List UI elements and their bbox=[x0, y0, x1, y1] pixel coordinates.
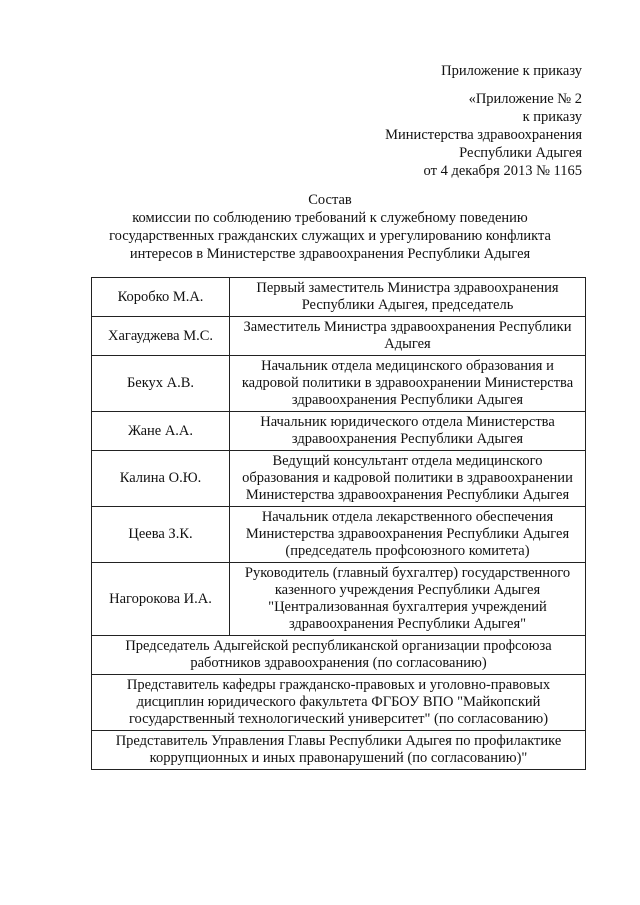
role-line: Начальник юридического отдела Министерства bbox=[260, 414, 555, 430]
member-name: Нагорокова И.А. bbox=[92, 563, 230, 636]
role-line: коррупционных и иных правонарушений (по согласованию)" bbox=[149, 750, 528, 766]
quote-line: от 4 декабря 2013 № 1165 bbox=[423, 163, 582, 179]
member-role bbox=[230, 507, 586, 563]
role-line: кадровой политики в здравоохранении Министерства bbox=[241, 375, 574, 391]
member-row bbox=[92, 356, 586, 412]
quote-line: к приказу bbox=[522, 109, 582, 125]
member-row bbox=[92, 451, 586, 507]
role-line: Представитель кафедры гражданско-правовых и уголовно-правовых bbox=[126, 677, 551, 693]
representative-row bbox=[92, 731, 586, 770]
member-role bbox=[230, 278, 586, 317]
role-line: Начальник отдела медицинского образования и bbox=[261, 358, 554, 374]
role-line: (председатель профсоюзного комитета) bbox=[285, 543, 530, 559]
role-line: "Централизованная бухгалтерия учреждений bbox=[268, 599, 547, 615]
member-name: Цеева З.К. bbox=[92, 507, 230, 563]
member-row bbox=[92, 507, 586, 563]
role-line: образования и кадровой политики в здравоохранении bbox=[242, 470, 573, 486]
role-line: Председатель Адыгейской республиканской организации профсоюза bbox=[125, 638, 552, 654]
representative-cell bbox=[92, 731, 586, 770]
role-line: государственный технологический университет" (по согласованию) bbox=[128, 711, 549, 727]
commission-table bbox=[91, 277, 586, 770]
title-line: интересов в Министерстве здравоохранения Республики Адыгея bbox=[129, 246, 531, 262]
role-line: Министерства здравоохранения Республики Адыгея bbox=[245, 487, 570, 503]
title-line: комиссии по соблюдению требований к служебному поведению bbox=[132, 210, 528, 226]
representative-cell bbox=[92, 636, 586, 675]
role-line: Республики Адыгея, председатель bbox=[301, 297, 514, 313]
member-role bbox=[230, 563, 586, 636]
role-line: Руководитель (главный бухгалтер) государственного bbox=[244, 565, 571, 581]
member-name: Коробко М.А. bbox=[92, 278, 230, 317]
role-line: Ведущий консультант отдела медицинского bbox=[272, 453, 543, 469]
member-name: Бекух А.В. bbox=[92, 356, 230, 412]
representative-row bbox=[92, 636, 586, 675]
quote-line: Министерства здравоохранения bbox=[385, 127, 582, 143]
role-line: Адыгея bbox=[384, 336, 431, 352]
role-line: здравоохранения Республики Адыгея bbox=[291, 431, 524, 447]
role-line: казенного учреждения Республики Адыгея bbox=[274, 582, 541, 598]
header-gap bbox=[385, 80, 582, 90]
role-line: дисциплин юридического факультета ФГБОУ ВПО "Майкопский bbox=[136, 694, 541, 710]
document-title bbox=[60, 191, 600, 263]
member-role bbox=[230, 356, 586, 412]
role-line: Начальник отдела лекарственного обеспечения bbox=[261, 509, 554, 525]
title-heading: Состав bbox=[308, 192, 352, 208]
quote-line: Республики Адыгея bbox=[459, 145, 582, 161]
member-role bbox=[230, 412, 586, 451]
representative-cell bbox=[92, 675, 586, 731]
member-row bbox=[92, 278, 586, 317]
role-line: Министерства здравоохранения Республики Адыгея bbox=[245, 526, 570, 542]
appendix-header bbox=[385, 62, 582, 180]
member-role bbox=[230, 451, 586, 507]
member-name: Хагауджева М.С. bbox=[92, 317, 230, 356]
role-line: Первый заместитель Министра здравоохранения bbox=[256, 280, 559, 296]
appendix-line: Приложение к приказу bbox=[441, 63, 582, 79]
member-name: Жане А.А. bbox=[92, 412, 230, 451]
role-line: здравоохранения Республики Адыгея bbox=[291, 392, 524, 408]
member-row bbox=[92, 317, 586, 356]
member-row bbox=[92, 563, 586, 636]
title-line: государственных гражданских служащих и урегулированию конфликта bbox=[109, 228, 551, 244]
role-line: Представитель Управления Главы Республики Адыгея по профилактике bbox=[115, 733, 562, 749]
role-line: Заместитель Министра здравоохранения Республики bbox=[243, 319, 572, 335]
role-line: здравоохранения Республики Адыгея" bbox=[288, 616, 527, 632]
representative-row bbox=[92, 675, 586, 731]
quote-line: «Приложение № 2 bbox=[468, 91, 582, 107]
member-role bbox=[230, 317, 586, 356]
commission-table-body bbox=[92, 278, 586, 770]
member-name: Калина О.Ю. bbox=[92, 451, 230, 507]
role-line: работников здравоохранения (по согласованию) bbox=[190, 655, 487, 671]
member-row bbox=[92, 412, 586, 451]
